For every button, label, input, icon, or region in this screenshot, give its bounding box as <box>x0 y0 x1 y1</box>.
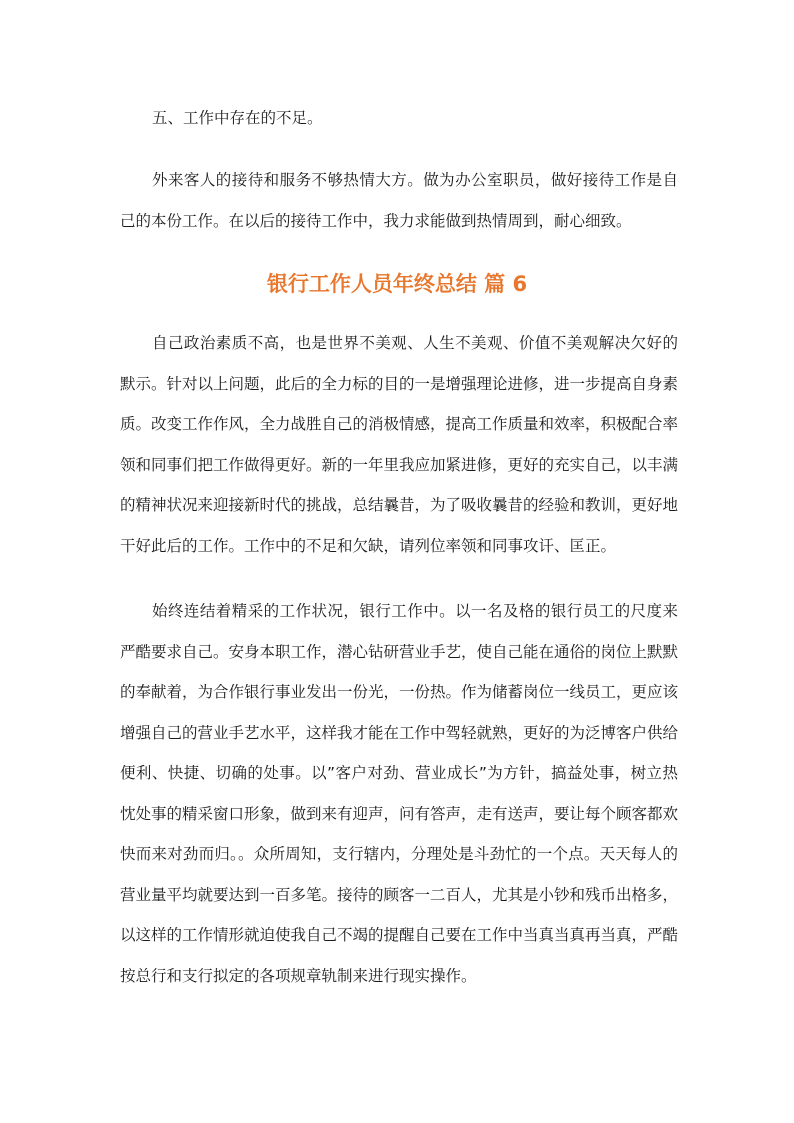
article-paragraph-2: 始终连结着精采的工作状况，银行工作中。以一名及格的银行员工的尺度来严酷要求自己。安身本职工作，潜心钻研营业手艺，使自己能在通俗的岗位上默默的奉献着，为合作银行事业发出一份光，一份热。作为储蓄岗位一线员工，更应该增强自己的营业手艺水平，这样我才能在工作中驾轻就熟，更好的为泛博客户供给便利、快捷、切确的处事。以”客户对劲、营业成长”为方针，搞益处事，树立热忱处事的精采窗口形象，做到来有迎声，问有答声，走有送声，要让每个顾客都欢快而来对劲而归。。众所周知，支行辖内，分理处是斗劲忙的一个点。天天每人的营业量平均就要达到一百多笔。接待的顾客一二百人，尤其是小钞和残币出格多，以这样的工作情形就迫使我自己不竭的提醒自己要在工作中当真当真再当真，严酷按总行和支行拟定的各项规章轨制来进行现实操作。 <box>120 602 679 985</box>
article-title: 银行工作人员年终总结 篇 6 <box>266 272 528 296</box>
article-paragraph-1: 自己政治素质不高，也是世界不美观、人生不美观、价值不美观解决欠好的默示。针对以上问题，此后的全力标的目的一是增强理论进修，进一步提高自身素质。改变工作作风，全力战胜自己的消极情感，提高工作质量和效率，积极配合率领和同事们把工作做得更好。新的一年里我应加紧进修，更好的充实自己，以丰满的精神状况来迎接新时代的挑战，总结曩昔，为了吸收曩昔的经验和教训，更好地干好此后的工作。工作中的不足和欠缺，请列位率领和同事攻讦、匡正。 <box>120 334 679 555</box>
section-5-paragraph: 外来客人的接待和服务不够热情大方。做为办公室职员，做好接待工作是自己的本份工作。在以后的接待工作中，我力求能做到热情周到，耐心细致。 <box>120 171 678 230</box>
section-5-heading: 五、工作中存在的不足。 <box>152 109 323 127</box>
